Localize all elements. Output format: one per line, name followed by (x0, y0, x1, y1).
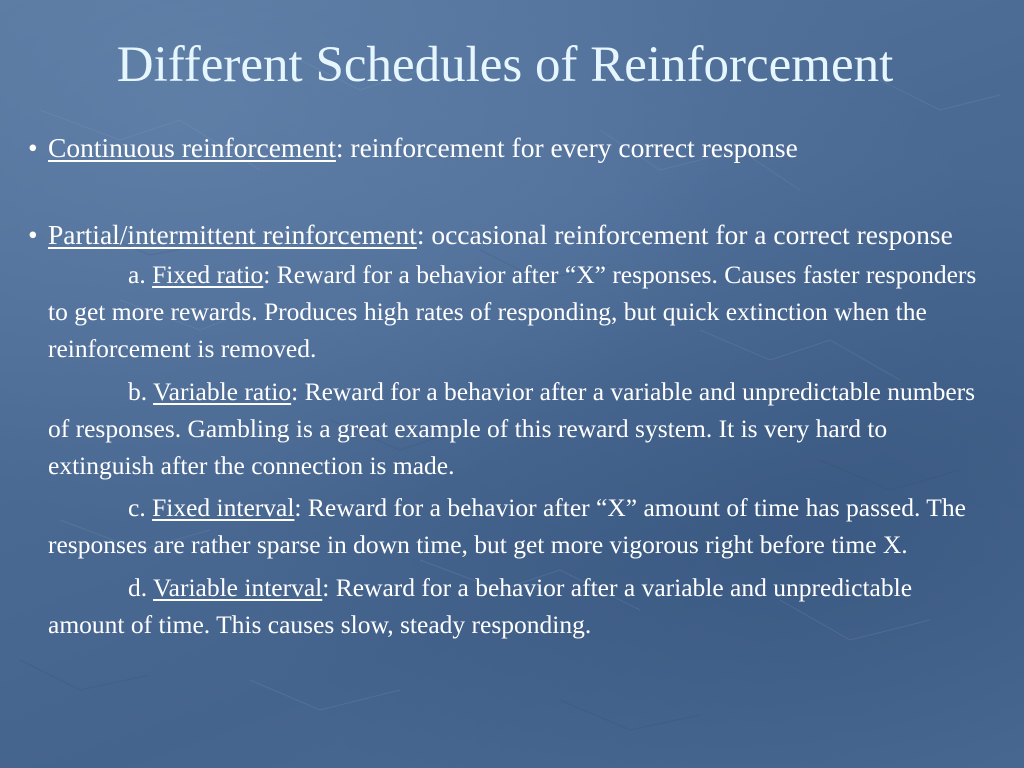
sub-item-fixed-interval (28, 489, 994, 563)
sub-item-fixed-ratio (28, 256, 994, 368)
slide-body (28, 128, 994, 643)
sub-item-term: Variable interval (153, 572, 323, 602)
bullet-partial-reinforcement (28, 215, 994, 254)
bullet-term: Partial/intermittent reinforcement (48, 219, 417, 250)
sub-item-term: Fixed interval (152, 493, 295, 523)
sub-item-text: : Reward for a behavior after a variable and unpredictable amount of time. This causes slow, steady responding. (48, 572, 913, 639)
bullet-continuous-reinforcement (28, 128, 994, 167)
bullet-text: : occasional reinforcement for a correct response (416, 219, 953, 250)
sub-item-text: : Reward for a behavior after “X” responses. Causes faster responders to get more rewards. Produces high rates of responding, but quick extinction when the reinforcement is removed. (48, 260, 977, 364)
bullet-marker: • (28, 219, 38, 250)
sub-item-prefix: a. (128, 260, 153, 289)
slide-title: Different Schedules of Reinforcement (116, 37, 894, 93)
sub-item-variable-interval (28, 569, 994, 643)
bullet-text: : reinforcement for every correct response (335, 132, 798, 163)
sub-item-prefix: b. (128, 376, 154, 406)
sub-item-term: Variable ratio (153, 376, 292, 406)
sub-item-prefix: d. (128, 572, 154, 602)
sub-item-text: : Reward for a behavior after “X” amount of time has passed. The responses are rather sparse in down time, but get more vigorous right before time X. (48, 493, 966, 560)
sub-item-text: : Reward for a behavior after a variable and unpredictable numbers of responses. Gambling is a great example of this reward system. It is very hard to extinguish after the connection is made. (48, 376, 976, 481)
bullet-term: Continuous reinforcement (48, 132, 336, 163)
sub-item-variable-ratio (28, 373, 994, 485)
sub-item-prefix: c. (128, 493, 153, 523)
bullet-marker: • (28, 132, 38, 163)
sub-item-term: Fixed ratio (152, 260, 264, 289)
